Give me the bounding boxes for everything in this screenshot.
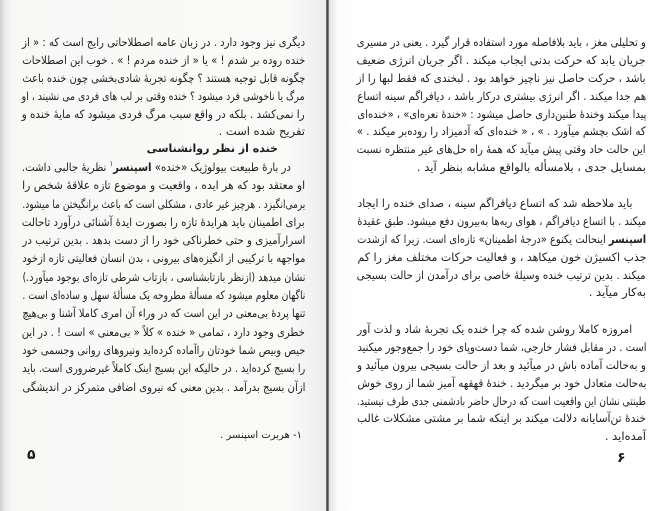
text-line [22, 268, 305, 286]
text-line [357, 123, 646, 141]
line-text: به‌حالت متعادل خود بر میگردید . خندهٔ قهقهه آمیز شما از روی خوش [357, 375, 646, 390]
footnote: ۱- هربرت اسپنسر . [220, 430, 302, 441]
text-line [357, 195, 646, 213]
page-number-right: ۶ [617, 450, 626, 466]
page-number-left: ۵ [27, 447, 36, 463]
line-text: که اشک بچشم میآورد . » ، « خنده‌ای که آدمیزاد را روده‌بر میکند . » [357, 124, 646, 139]
line-text: مرگ یا ناخوشی فرد میشود ؟ خنده وقتی بر لب های فردی می نشیند ، او [22, 88, 305, 103]
text-line [357, 393, 646, 411]
line-text [22, 158, 291, 176]
line-text: باشد ، حرکت حاصل نیز ناچیز خواهد بود . لبخندی که فقط لبها را از [357, 70, 646, 85]
line-text: ازآن بسیج بدرآمد . بدین معنی که نیروی اضافی متمرکز در اندیشگی [22, 379, 305, 394]
line-text: و تحلیلی مغز ، باید بلافاصله مورد استفاده قرار گیرد . یعنی در مسیری [357, 35, 646, 49]
line-text: مواجهه با ترکیبی از انگیزه‌های بیرونی ، بدن انسان فعالیتی تازه ازخود [22, 251, 305, 266]
line-text: بمسایل جدی ، بلامسأله بالواقع مشابه بنظر آید . [416, 160, 646, 175]
text-line [357, 339, 646, 357]
text-line [357, 70, 646, 88]
line-text: باید ملاحظه شد که اتساع دیافراگم سینه ، صدای خنده را ایجاد [357, 196, 632, 210]
line-text: پیدا میکند وخندهٔ طنین‌داری حاصل میشود : «خندهٔ نعره‌ای» ، «خنده‌ای [357, 106, 646, 121]
line-text: این حالت حاد وقتی پیش میآید که همهٔ راه حل‌های غیر منتظره نسبت [357, 142, 646, 157]
right-paragraph-1 [357, 34, 646, 177]
text-line [22, 249, 305, 267]
text-line [357, 267, 646, 285]
text-line [22, 34, 305, 52]
footnote-mark: ۱ [109, 159, 114, 169]
right-paragraph-2 [357, 195, 646, 302]
section-heading: خنده از نظر روانشناسی [146, 142, 278, 155]
line-text: و به‌حالت آماده باش در میآئید و بعد از حالت بسیجی بیرون میآئید و [357, 357, 646, 372]
line-text: تنها پردهٔ بی‌معنی در این است که در وراء آن امری کاملا آشنا و بی‌هیچ [22, 306, 305, 321]
left-body-paragraph [22, 158, 305, 396]
text-line [22, 213, 305, 231]
line-text: چگونه قابل توجیه هستند ؟ چگونه تجربهٔ شادی‌بخشی چون خنده باعث [22, 70, 305, 85]
line-text: هم جدا میکند . اگر انرژی بیشتری درکار باشد ، دیافراگم سینه اتساع [357, 88, 646, 103]
text-line [357, 141, 646, 159]
text-line [357, 231, 646, 249]
text-line [357, 88, 646, 106]
line-text: امروزه کاملا روشن شده که چرا خنده یک تجربهٔ شاد و لذت آور [357, 322, 632, 336]
author-name: اسپنسر [608, 231, 646, 246]
line-text: میکند . بدین ترتیب خنده وسیلهٔ خاصی برای درآمدن از حالت بسیجی [357, 267, 646, 282]
left-intro-paragraph [22, 34, 305, 141]
line-text: تفریح شده است . [218, 124, 305, 139]
text-line [357, 321, 646, 339]
text-line [22, 176, 305, 194]
line-segment: نظریهٔ جالبی داشت. [22, 160, 110, 174]
line-text: جریان یابد که حرکت بدنی ایجاب میکند . اگر جریان انرژی ضعیف [357, 52, 646, 67]
text-line [357, 106, 646, 124]
line-text: جذب اکسیژن خون میکاهد ، و فعالیت حرکات مختلف مغز را کم [357, 249, 646, 264]
line-segment: در بارهٔ طبیعت بیولوژیک «خنده» [151, 160, 291, 174]
line-text: ناگهان معلوم میشود که مسألهٔ مطروحه یک مسألهٔ سهل و ساده‌ای است . [22, 288, 305, 303]
line-text: را نمی‌کشد . بلکه در واقع سبب مرگ فردی میشود که مایهٔ خنده و [22, 106, 305, 121]
line-text [357, 231, 646, 249]
line-text: را بسیج کرده‌اید . در حالیکه این بسیج اینک کاملاً غیرضروری است. باید [22, 361, 305, 376]
line-text: خندهٔ تن‌آسایانه دلالت میکند بر اینکه شما بر مشتی مشکلات غالب [357, 411, 646, 426]
line-text: میکند . با اتساع دیافراگم ، هوای ریه‌ها به‌بیرون دفع میشود. طبق عقیدهٔ [357, 213, 646, 228]
text-line [22, 341, 305, 359]
text-line [357, 284, 646, 302]
line-text: او معتقد بود که هر ایده ، واقعیت و موضوع تازه علاقهٔ شخص را [22, 178, 305, 193]
text-line [357, 357, 646, 375]
text-line [22, 286, 305, 304]
line-text: حیص وبیص شما خودتان راآماده کرده‌اید ونیروهای روانی وجسمی خود [22, 342, 305, 357]
text-line [357, 428, 646, 446]
text-line [357, 34, 646, 52]
line-text: طینتی نشان این واقعیت است که درحال حاضر بادشمنی جدی طرف نیستید. [357, 393, 646, 408]
line-text: دیگری نیز وجود دارد . در زبان عامه اصطلاحاتی رایج است که : « از [22, 35, 305, 49]
text-line [22, 70, 305, 88]
line-segment: اینحالت یکنوع «درجهٔ اطمینان» تازه‌ای است. زیرا که ازشدت [357, 231, 609, 246]
author-name: اسپنسر [113, 160, 152, 174]
text-line [22, 123, 305, 141]
text-line [22, 88, 305, 106]
text-line [357, 159, 646, 177]
text-line [357, 52, 646, 70]
text-line [357, 213, 646, 231]
text-line [22, 323, 305, 341]
text-line [22, 378, 305, 396]
text-line [22, 304, 305, 322]
line-text: نشان میدهد (ازنظر بازتابشناسی ، بازتاب شرطی تازه‌ای بوجود میآورد.) [22, 269, 305, 284]
text-line [357, 375, 646, 393]
text-line [357, 249, 646, 267]
line-text: خنده روده بر شدم ! » یا « از خنده مردم ! » . خوب این اصطلاحات [22, 52, 305, 67]
line-text: اسرارآمیزی و حتی خطرناکی خود را از دست بدهد . بدین ترتیب در [22, 233, 305, 248]
line-text: است . در مقابل فشار خارجی، شما دست‌وپای خود را جمع‌وجور میکنید [357, 339, 646, 354]
text-line [22, 231, 305, 249]
text-line [22, 195, 305, 213]
text-line [22, 359, 305, 377]
line-text: به‌کار میآید . [588, 285, 646, 300]
text-line [22, 106, 305, 124]
text-line [357, 410, 646, 428]
right-paragraph-3 [357, 321, 646, 446]
line-text: خطری وجود دارد ، تمامی « خنده » کلاً « بی‌معنی » است ! . در این [22, 324, 305, 339]
line-text: برمی‌انگیزد . هرچیز غیر عادی ، مشکلی است که باعث برانگیختن ما میشود. [22, 196, 305, 211]
text-line [22, 52, 305, 70]
text-line [22, 158, 305, 176]
line-text: آمده‌اید . [604, 429, 646, 444]
line-text: برای اطمینان باید هرایدهٔ تازه را بصورت ایدهٔ آشنائی درآورد تاحالت [22, 214, 305, 229]
